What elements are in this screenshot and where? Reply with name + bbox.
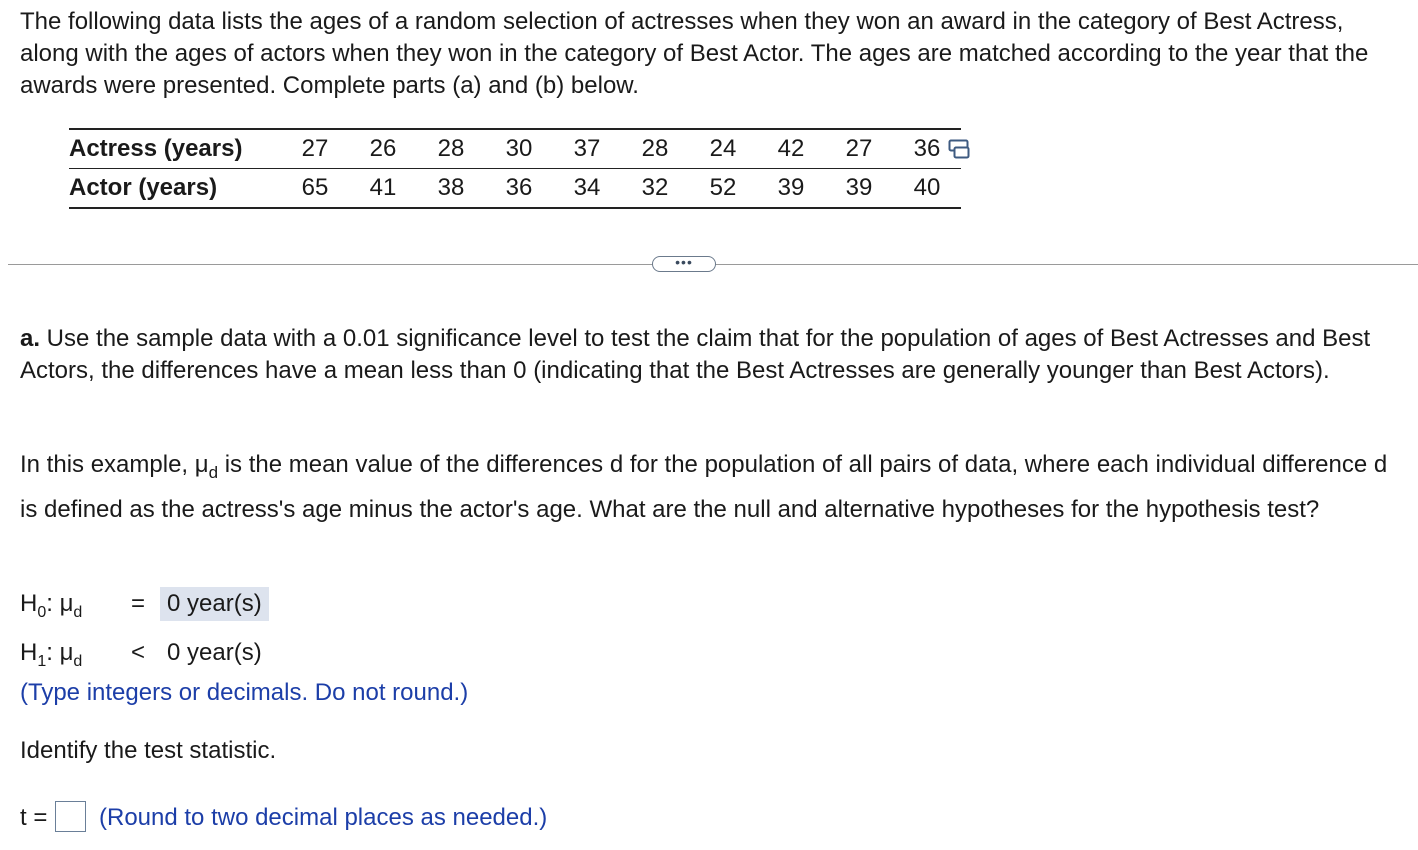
- table-cell: 26: [349, 129, 417, 169]
- mu-subscript: d: [208, 462, 219, 482]
- table-cell: 24: [689, 129, 757, 169]
- table-cell: 65: [281, 169, 349, 209]
- table-cell: 42: [757, 129, 825, 169]
- mu-symbol: μ: [194, 451, 209, 478]
- ellipsis-icon[interactable]: •••: [652, 256, 716, 272]
- t-statistic-input[interactable]: [55, 801, 86, 832]
- instruction-text: (Type integers or decimals. Do not round.): [20, 679, 469, 706]
- data-table: [69, 128, 961, 209]
- mu-subscript: d: [73, 603, 83, 621]
- table-cell: 39: [757, 169, 825, 209]
- problem-intro: The following data lists the ages of a random selection of actresses when they won an award in the category of Best Actress, along with the ages of actors when they won in the category of Best Actor. The ages are matched according to the year that the awards were presented. Complete parts (a) and (b) below.: [20, 8, 1369, 99]
- h-letter: H: [20, 590, 38, 617]
- h-subscript: 0: [37, 603, 47, 621]
- table-cell: 41: [349, 169, 417, 209]
- table-cell: 34: [553, 169, 621, 209]
- mu-symbol: : μ: [46, 639, 74, 666]
- h0-unit: year(s): [180, 590, 262, 617]
- h1-answer[interactable]: [158, 639, 262, 666]
- table-cell: 36: [485, 169, 553, 209]
- table-row-actor: [69, 169, 961, 209]
- mu-symbol: : μ: [46, 590, 74, 617]
- h0-answer[interactable]: [160, 587, 269, 621]
- table-cell: 52: [689, 169, 757, 209]
- table-cell: 27: [825, 129, 893, 169]
- rounding-note: (Round to two decimal places as needed.): [99, 804, 548, 831]
- table-cell: 39: [825, 169, 893, 209]
- table-cell: 38: [417, 169, 485, 209]
- definition-start: In this example,: [20, 451, 195, 478]
- table-cell: 28: [417, 129, 485, 169]
- h0-value: 0: [167, 590, 181, 617]
- row-label: Actor (years): [69, 169, 281, 209]
- table-cell: 37: [553, 129, 621, 169]
- part-a-question: [20, 323, 1405, 387]
- part-label: a.: [20, 325, 41, 352]
- h0-relation-symbol[interactable]: =: [130, 590, 145, 617]
- null-hypothesis: [20, 587, 269, 621]
- row-label: Actress (years): [69, 129, 281, 169]
- h1-unit: year(s): [180, 639, 262, 666]
- table-cell: 27: [281, 129, 349, 169]
- table-row-actress: [69, 129, 961, 169]
- part-a-text: Use the sample data with a 0.01 significance level to test the claim that for the population of ages of Best Actresses and Best Actors, the differences have a mean less than 0 (indicating that the Best Actresses are generally younger than Best Actors).: [20, 325, 1371, 384]
- table-cell: 28: [621, 129, 689, 169]
- h1-label: [20, 636, 118, 679]
- identify-prompt: Identify the test statistic.: [20, 737, 277, 764]
- h1-relation-symbol[interactable]: <: [130, 639, 145, 666]
- definition-end: is the mean value of the differences d for the population of all pairs of data, where each individual difference d is defined as the actress's age minus the actor's age. What are the null and alternative hypotheses for the hypothesis test?: [20, 451, 1388, 523]
- h1-value: 0: [167, 639, 181, 666]
- alternative-hypothesis: [20, 636, 262, 670]
- h0-label: [20, 587, 118, 630]
- definition-text: [20, 446, 1405, 528]
- table-cell: 32: [621, 169, 689, 209]
- table-cell: 40: [893, 169, 961, 209]
- h-subscript: 1: [37, 652, 47, 670]
- table-cell: 36: [893, 129, 961, 169]
- t-label: t =: [20, 804, 48, 831]
- mu-subscript: d: [73, 652, 83, 670]
- copy-icon[interactable]: [948, 139, 972, 161]
- table-cell: 30: [485, 129, 553, 169]
- h-letter: H: [20, 639, 38, 666]
